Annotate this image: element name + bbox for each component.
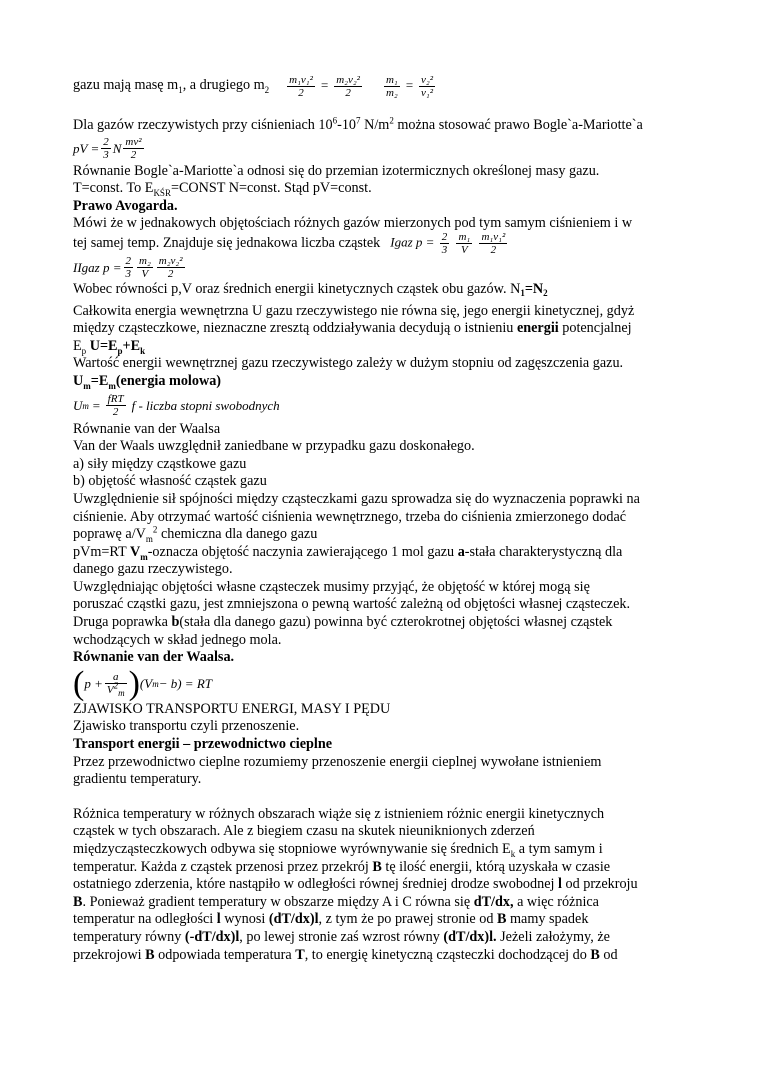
mass-text: gazu mają masę $m_1$, a drugiego $m_2$ bbox=[73, 77, 270, 96]
molar-energy-heading: $U_m=E_m(energia$ molowa) bbox=[73, 372, 222, 391]
energy-equality-formula: $\frac{\text{m₁v₁²}}{2}$ = $\frac{\text{m₂v₂²}}{2}$ bbox=[289, 73, 360, 99]
vdw-text-10: wchodzących w skład jednego mola. bbox=[73, 631, 282, 648]
gas2-formula: IIgaz p = $\frac{2}{3}$ $\frac{\text{m₂}}{V}$ $\frac{\text{m₂v₂²}}{2}$ bbox=[73, 255, 183, 281]
gas1-formula: Igaz p = $\frac{2}{3}$ $\frac{\text{m₁}}{V}$ $\frac{\text{m₁v₁²}}{2}$ bbox=[390, 231, 506, 257]
temp-text-2: cząstek w tych obszarach. Ale z biegiem czasu na skutek nieuniknionych zderzeń bbox=[73, 823, 535, 840]
vdw-title: Równanie van der Waalsa bbox=[73, 420, 221, 437]
transport-text: Zjawisko transportu czyli przenoszenie. bbox=[73, 718, 300, 735]
temp-text-6: B. Ponieważ gradient temperatury w obszarze między A i C równa się dT/dx, a więc różnica bbox=[73, 893, 599, 910]
vdw-equation-heading: Równanie van der Waalsa. bbox=[73, 649, 235, 666]
avogadro-line-2: tej samej temp. Znajduje się jednakowa liczba cząstek Igaz p = $\frac{2}{3}$ $\frac{\text{m₁}}{V}$ $\frac{\text{m₁v₁²}}{2}$ bbox=[73, 233, 693, 255]
temp-text-5: ostatniego zderzenia, które nastąpiło w odległości równej średniej drodze swobodnej l od przekroju bbox=[73, 876, 638, 893]
internal-energy-2: między cząsteczkowe, nieznaczne zresztą oddziaływania decydują o istnieniu energii potencjalnej bbox=[73, 320, 632, 337]
avogadro-heading: Prawo Avogarda. bbox=[73, 197, 178, 214]
internal-energy-3: $E_p$ $U=E_p+E_k$ bbox=[73, 337, 146, 356]
internal-energy-1: Całkowita energia wewnętrzna U gazu rzeczywistego nie równa się, jego energii kinetycznej, gdyż bbox=[73, 302, 635, 319]
heat-text-1: Przez przewodnictwo cieplne rozumiemy przenoszenie energii cieplnej wywołane istnieniem bbox=[73, 753, 602, 770]
vdw-text-4: poprawę $a/V_m^2$ chemiczna dla danego gazu bbox=[73, 524, 318, 544]
transport-heading: ZJAWISKO TRANSPORTU ENERGI, MASY I PĘDU bbox=[73, 700, 391, 717]
vdw-item-a: a) siły między cząstkowe gazu bbox=[73, 455, 247, 472]
vdw-text-8: poruszać cząstki gazu, jest zmniejszona o pewną wartość zależną od objętości własnej cząsteczek. bbox=[73, 596, 631, 613]
real-gas-paragraph: Dla gazów rzeczywistych przy ciśnieniach $10^6-10^7$ $N/m^2$ można stosować prawo Bogle`a-Mariotte`a bbox=[73, 115, 643, 133]
avogadro-text-1: Mówi że w jednakowych objętościach różnych gazów mierzonych pod tym samym ciśnieniem i w bbox=[73, 215, 633, 232]
boyle-formula: pV = $\frac{2}{3}$ N $\frac{\text{mv²}}{2}$ bbox=[73, 136, 142, 162]
temp-text-4: temperatur. Każda z cząstek przenosi przez przekrój B tę ilość energii, którą uzyskała w czasie bbox=[73, 858, 611, 875]
vdw-equation: ( p + $\frac{a}{V^2_m}$ ) (V m − b) = RT bbox=[73, 664, 212, 702]
vdw-text-9: Druga poprawka b(stała dla danego gazu) powinna być czterokrotnej objętości własnej cząstek bbox=[73, 614, 613, 631]
document-page bbox=[73, 72, 693, 964]
equality-line: Wobec równości p,V oraz średnich energii kinetycznych cząstek obu gazów. $N_1=N_2$ bbox=[73, 280, 548, 298]
temp-text-7: temperatur na odległości l wynosi (dT/dx)l, z tym że po prawej stronie od B mamy spadek bbox=[73, 911, 589, 928]
const-line: T=const. To $E_{KŚR}=CONST$ N=const. Stąd pV=const. bbox=[73, 180, 372, 199]
mass-line bbox=[73, 72, 693, 100]
vdw-text-6: danego gazu rzeczywistego. bbox=[73, 561, 233, 578]
temp-text-8: temperatury równy (-dT/dx)l, po lewej stronie zaś wzrost równy (dT/dx)l. Jeżeli założymy, że bbox=[73, 928, 610, 945]
vdw-text-7: Uwzględniając objętości własne cząsteczek musimy przyjąć, że objętość w której mogą się bbox=[73, 578, 590, 595]
internal-energy-4: Wartość energii wewnętrznej gazu rzeczywistego zależy w dużym stopniu od zagęszczenia gazu. bbox=[73, 355, 624, 372]
molar-energy-formula: U m = $\frac{\text{fRT}}{2}$ f - liczba stopni swobodnych bbox=[73, 393, 280, 419]
boyle-paragraph: Równanie Bogle`a-Mariotte`a odnosi się do przemian izotermicznych określonej masy gazu. bbox=[73, 162, 600, 179]
heat-conduction-heading: Transport energii – przewodnictwo cieplne bbox=[73, 736, 333, 753]
heat-text-2: gradientu temperatury. bbox=[73, 771, 202, 788]
vdw-text-2: Uwzględnienie sił spójności między cząsteczkami gazu sprowadza się do wyznaczenia poprawki na bbox=[73, 490, 640, 507]
temp-text-9: przekrojowi B odpowiada temperatura T, to energię kinetyczną cząsteczki dochodzącej do B od bbox=[73, 946, 618, 963]
vdw-item-b: b) objętość własność cząstek gazu bbox=[73, 473, 267, 490]
vdw-text-5: pVm=RT $V_m$-oznacza objętość naczynia zawierającego 1 mol gazu a-stała charakterystyczną dla bbox=[73, 543, 623, 562]
vdw-text-3: ciśnienie. Aby otrzymać wartość ciśnienia wewnętrznego, trzeba do ciśnienia zmierzonego dodać bbox=[73, 508, 627, 525]
vdw-text-1: Van der Waals uwzględnił zaniedbane w przypadku gazu doskonałego. bbox=[73, 438, 475, 455]
temp-text-1: Różnica temperatury w różnych obszarach wiąże się z istnieniem różnic energii kinetycznych bbox=[73, 805, 605, 822]
temp-text-3: międzycząsteczkowych odbywa się stopniowe wyrównywanie się średnich $E_k$ a tym samym i bbox=[73, 841, 603, 859]
mass-ratio-formula: $\frac{\text{m₁}}{\text{m₂}}$ = $\frac{\text{v₂²}}{\text{v₁²}}$ bbox=[385, 73, 434, 99]
